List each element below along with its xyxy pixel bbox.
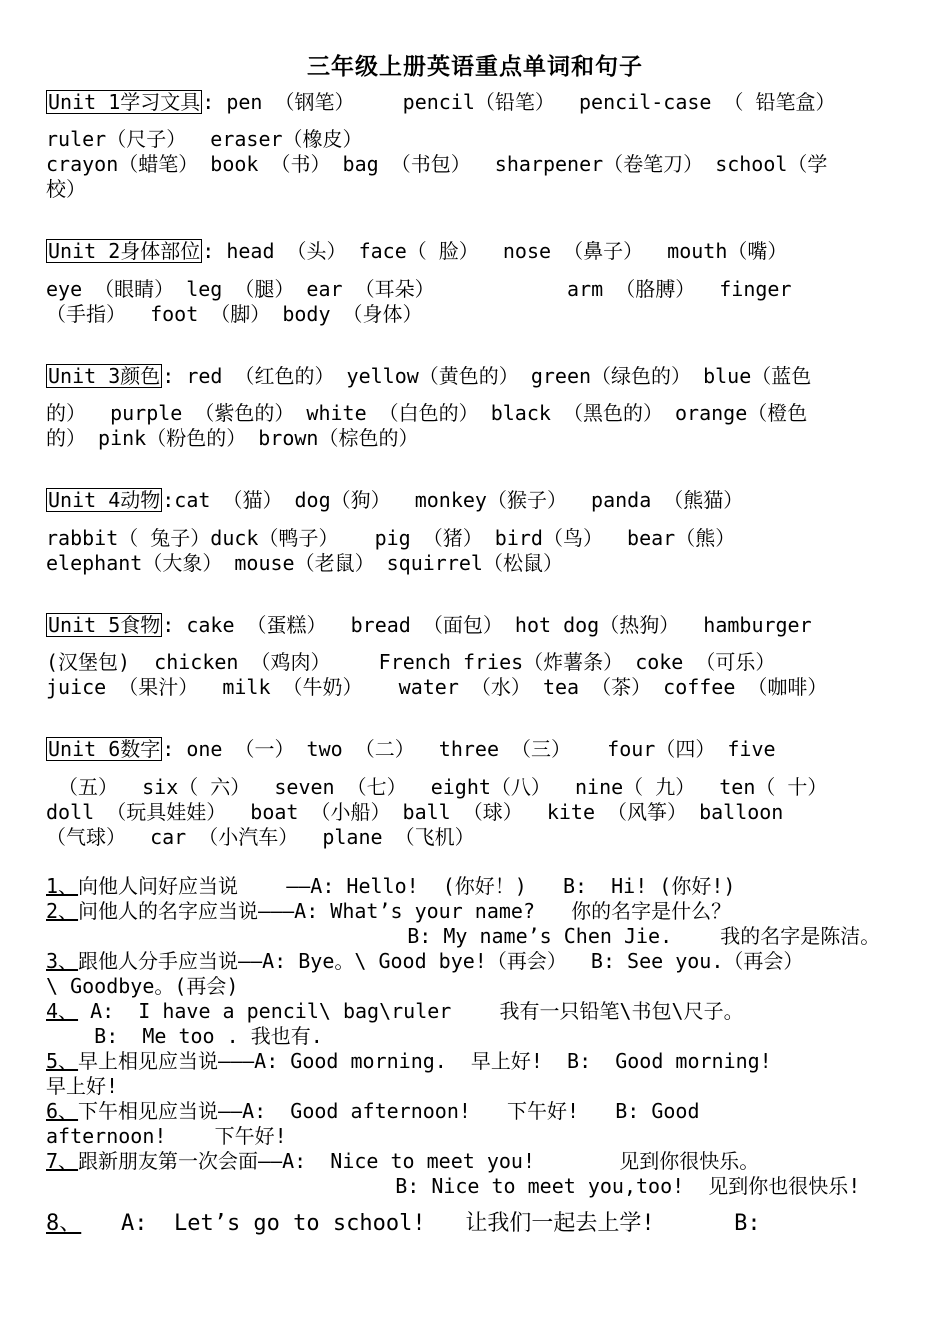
unit-4-line-3: elephant（大象） mouse（老鼠） squirrel（松鼠）	[46, 551, 563, 575]
unit-6-words: : one （一） two （二） three （三） four（四） five	[162, 737, 776, 761]
sentence-6-cont: afternoon! 下午好!	[46, 1124, 287, 1148]
sentence-4	[46, 999, 744, 1024]
unit-6-label: Unit 6数字	[48, 737, 161, 761]
unit-6-line-1	[46, 737, 776, 762]
sentence-3-cont: \ Goodbye。(再会)	[46, 974, 239, 998]
sentence-number: 5、	[46, 1049, 79, 1073]
sentence-4-cont: B: Me too . 我也有.	[46, 1024, 323, 1048]
sentence-text: 问他人的名字应当说———A: What’s your name? 你的名字是什么？	[78, 899, 732, 923]
unit-6-line-3: doll （玩具娃娃） boat （小船） ball （球） kite （风筝） balloon	[46, 800, 784, 824]
unit-5-line-2: (汉堡包) chicken （鸡肉） French fries（炸薯条） coke （可乐）	[46, 650, 776, 674]
unit-4-line-1	[46, 488, 743, 513]
unit-5-words: : cake （蛋糕） bread （面包） hot dog（热狗） hamburger	[162, 613, 812, 637]
sentence-text: A: Let’s go to school! 让我们一起去上学! B:	[81, 1211, 761, 1236]
sentence-5	[46, 1049, 772, 1074]
unit-4-line-2: rabbit（ 兔子）duck（鸭子） pig （猪） bird（鸟） bear（熊）	[46, 526, 736, 550]
sentence-2	[46, 899, 731, 924]
sentence-number: 8、	[46, 1211, 82, 1236]
unit-1-label: Unit 1学习文具	[48, 90, 201, 114]
unit-2-line-3: （手指） foot （脚） body （身体）	[46, 302, 423, 326]
sentence-1	[46, 874, 735, 899]
sentence-text: 下午相见应当说——A: Good afternoon! 下午好! B: Good	[78, 1099, 700, 1123]
sentence-number: 6、	[46, 1099, 79, 1123]
unit-5-label: Unit 5食物	[48, 613, 161, 637]
sentence-number: 7、	[46, 1149, 79, 1173]
sentence-6	[46, 1099, 699, 1124]
sentence-8	[46, 1210, 761, 1238]
unit-1-words: : pen （钢笔） pencil（铅笔） pencil-case （ 铅笔盒）	[202, 90, 836, 114]
sentence-number: 3、	[46, 949, 79, 973]
unit-3-words: : red （红色的） yellow（黄色的） green（绿色的） blue（蓝色	[162, 364, 812, 388]
sentence-text: 跟新朋友第一次会面——A: Nice to meet you! 见到你很快乐。	[78, 1149, 760, 1173]
unit-2-line-1	[46, 239, 787, 264]
sentence-number: 4、	[46, 999, 79, 1023]
unit-1-line-3: crayon（蜡笔） book （书） bag （书包） sharpener（卷笔刀） school（学	[46, 152, 828, 176]
unit-1-line-2: ruler（尺子） eraser（橡皮）	[46, 127, 363, 151]
sentence-text: 向他人问好应当说 ——A: Hello! (你好！) B: Hi! (你好!)	[78, 874, 736, 898]
unit-1-line-1	[46, 90, 836, 115]
unit-3-line-1	[46, 364, 811, 389]
unit-2-words: : head （头） face（ 脸） nose （鼻子） mouth（嘴）	[202, 239, 788, 263]
sentence-7-cont: B: Nice to meet you,too! 见到你也很快乐!	[46, 1174, 861, 1198]
page-title: 三年级上册英语重点单词和句子	[307, 54, 643, 80]
sentence-text: A: I have a pencil\ bag\ruler 我有一只铅笔\书包\尺子。	[78, 999, 744, 1023]
sentence-3	[46, 949, 803, 974]
unit-2-label: Unit 2身体部位	[48, 239, 201, 263]
unit-4-words: :cat （猫） dog（狗） monkey（猴子） panda （熊猫）	[162, 488, 744, 512]
unit-6-line-4: （气球） car （小汽车） plane （飞机）	[46, 825, 475, 849]
unit-5-line-1	[46, 613, 812, 638]
unit-5-line-3: juice （果汁） milk （牛奶） water （水） tea （茶） coffee （咖啡）	[46, 675, 828, 699]
sentence-5-cont: 早上好!	[46, 1074, 119, 1098]
unit-4-label: Unit 4动物	[48, 488, 161, 512]
unit-2-line-2: eye （眼睛） leg （腿） ear （耳朵） arm （胳膊） finger	[46, 277, 792, 301]
unit-6-line-2: （五） six（ 六） seven （七） eight（八） nine（ 九） ten（ 十）	[46, 775, 828, 799]
unit-3-line-3: 的） pink（粉色的） brown（棕色的）	[46, 426, 419, 450]
sentence-number: 1、	[46, 874, 79, 898]
sentence-text: 跟他人分手应当说——A: Bye。\ Good bye!（再会） B: See you.（再会）	[78, 949, 804, 973]
sentence-text: 早上相见应当说———A: Good morning. 早上好! B: Good morning!	[78, 1049, 772, 1073]
unit-3-label: Unit 3颜色	[48, 364, 161, 388]
unit-3-line-2: 的） purple （紫色的） white （白色的） black （黑色的） orange（橙色	[46, 401, 808, 425]
sentence-7	[46, 1149, 759, 1174]
unit-1-line-4: 校）	[46, 177, 86, 201]
sentence-number: 2、	[46, 899, 79, 923]
sentence-2-cont: B: My name’s Chen Jie. 我的名字是陈洁。	[46, 924, 881, 948]
